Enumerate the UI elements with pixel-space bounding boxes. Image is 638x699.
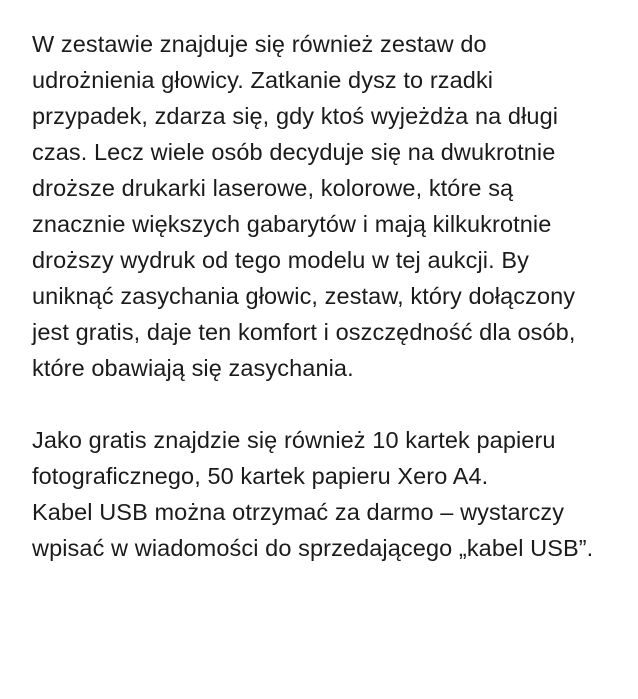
paragraph-printer-head-cleaning: W zestawie znajduje się również zestaw do udrożnienia głowicy. Zatkanie dysz to rzadki przypadek, zdarza się, gdy ktoś wyjeżdża na długi czas. Lecz wiele osób decyduje się na dwukrotnie droższe drukarki laserowe, kolorowe, które są znacznie większych gabarytów i mają kilkukrotnie droższy wydruk od tego modelu w tej aukcji. By uniknąć zasychania głowic, zestaw, który dołączony jest gratis, daje ten komfort i oszczędność dla osób, które obawiają się zasychania. (32, 31, 583, 381)
paragraph-usb-cable-offer: Kabel USB można otrzymać za darmo – wystarczy wpisać w wiadomości do sprzedającego „kabel USB”. (32, 499, 594, 561)
paragraph-free-paper-bonus: Jako gratis znajdzie się również 10 kartek papieru fotograficznego, 50 kartek papieru Xero A4. (32, 427, 563, 489)
